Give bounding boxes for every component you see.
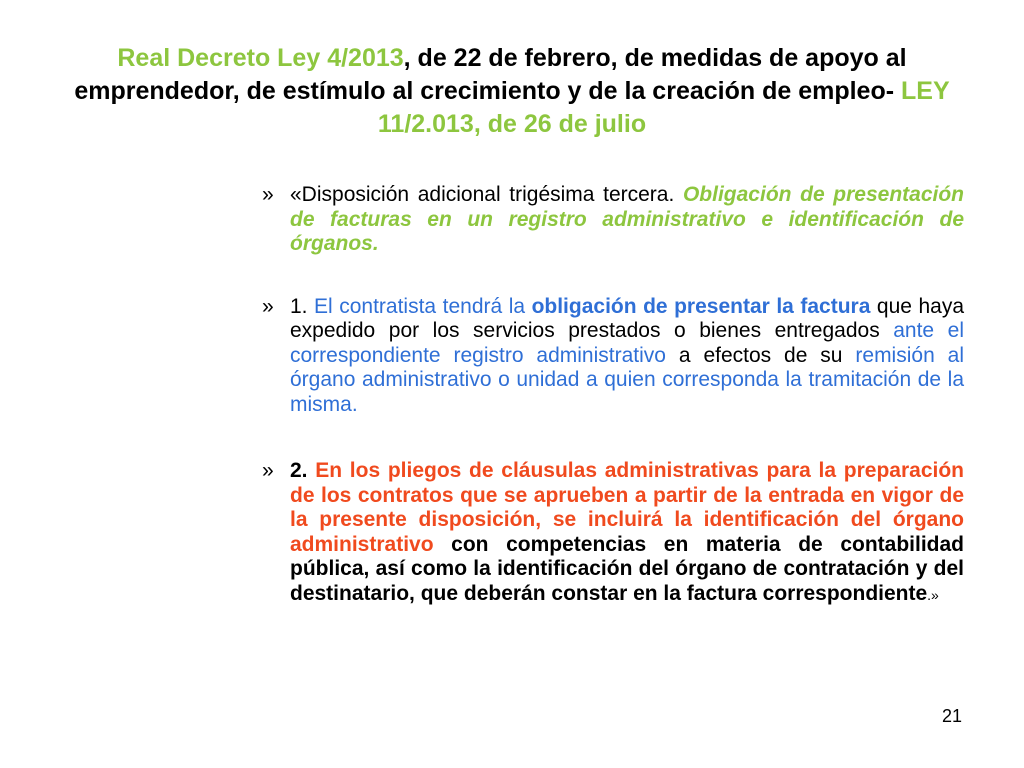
title-description: , de 22 de febrero, de medidas de apoyo al emprendedor, de estímulo al crecimiento y de la creación de empleo- xyxy=(74,44,907,105)
point-2-closing: .» xyxy=(927,586,939,603)
title-law: LEY 11/2.013, de 26 de julio xyxy=(377,77,950,138)
point-1-obligation: obligación de presentar la factura xyxy=(531,294,871,318)
point-1-text-a: El contratista tendrá la xyxy=(314,294,532,318)
bullet-point-2 xyxy=(262,459,964,607)
bullet-marker: » xyxy=(262,294,274,318)
disposition-heading: «Disposición adicional trigésima tercera. xyxy=(290,183,683,206)
point-1-remission: remisión al órgano administrativo o unidad a quien corresponda la tramitación de la misma. xyxy=(290,343,964,416)
disposition-subject: Obligación de presentación de facturas en un registro administrativo e identificación de órganos. xyxy=(290,183,965,255)
slide-title xyxy=(40,42,984,141)
point-2-competences: con competencias en materia de contabilidad pública, así como la identificación del órgano de contratación y del destinatario, que deberán constar en la factura correspondiente xyxy=(290,532,964,605)
point-1-registry: ante el correspondiente registro administrativo xyxy=(290,319,964,367)
bullet-point-1 xyxy=(262,295,964,418)
bullet-marker: » xyxy=(262,183,274,206)
point-1-number: 1. xyxy=(290,294,315,318)
page-number: 21 xyxy=(941,706,962,726)
title-decree: Real Decreto Ley 4/2013 xyxy=(117,44,404,72)
bullet-list xyxy=(262,183,964,607)
point-2-specifications: En los pliegos de cláusulas administrativas para la preparación de los contratos que se aprueben a partir de la entrada en vigor de la presente disposición, se incluirá la identificación del órgano administrativo xyxy=(290,459,964,556)
point-1-text-c: a efectos de su xyxy=(665,343,856,367)
point-2-number: 2. xyxy=(290,459,316,482)
bullet-marker: » xyxy=(262,459,274,482)
bullet-disposition xyxy=(262,183,964,257)
point-1-text-b: que haya expedido por los servicios prestados o bienes entregados xyxy=(290,294,965,342)
